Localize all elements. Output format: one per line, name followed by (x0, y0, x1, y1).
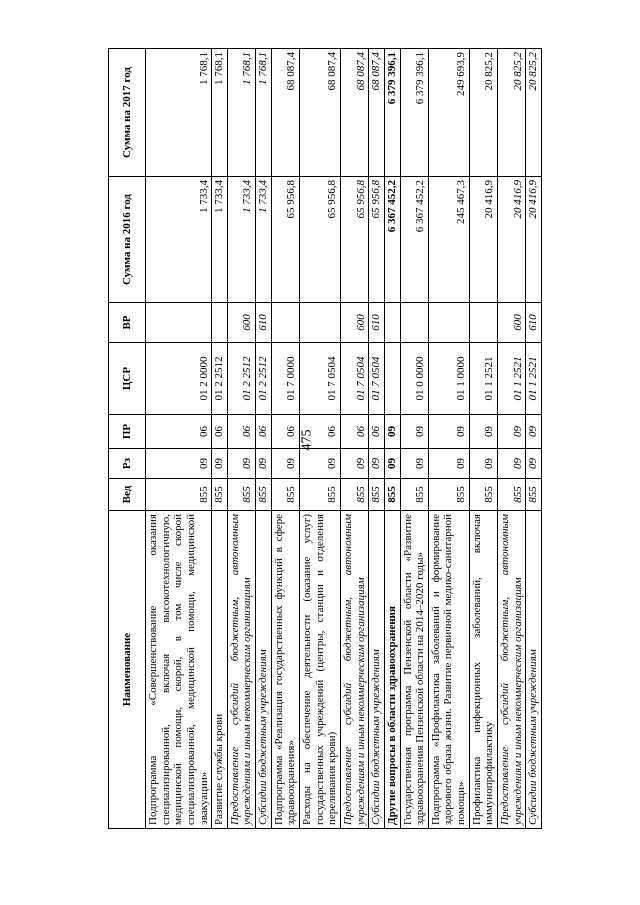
cell-vr (146, 303, 212, 343)
cell-ved: 855 (146, 479, 212, 511)
cell-ved: 855 (340, 479, 368, 511)
cell-s16: 6 367 452,2 (400, 177, 428, 303)
cell-pr: 09 (400, 415, 428, 449)
cell-csr: 01 1 0000 (428, 343, 469, 415)
cell-ved: 855 (469, 479, 497, 511)
cell-name: Субсидии бюджетным учреждениям (256, 511, 272, 829)
cell-rz: 09 (400, 449, 428, 479)
cell-rz: 09 (227, 449, 255, 479)
table-row (369, 49, 385, 829)
cell-name: Государственная программа Пензенской области «Развитие здравоохранения Пензенской области на 2014–2020 годы» (400, 511, 428, 829)
cell-pr: 06 (256, 415, 272, 449)
cell-pr: 09 (526, 415, 542, 449)
header-name: Наименование (109, 511, 146, 829)
cell-csr: 01 7 0504 (300, 343, 341, 415)
cell-name: Предоставление субсидий бюджетным, автономным учреждениям и иным некоммерческим организациям (227, 511, 255, 829)
cell-s16: 20 416,9 (498, 177, 526, 303)
header-rz: Рз (109, 449, 146, 479)
cell-ved: 855 (498, 479, 526, 511)
cell-csr: 01 7 0504 (340, 343, 368, 415)
cell-pr: 09 (428, 415, 469, 449)
cell-s16: 1 733,4 (256, 177, 272, 303)
cell-rz: 09 (271, 449, 299, 479)
cell-s17: 20 825,2 (469, 49, 497, 177)
cell-rz: 09 (146, 449, 212, 479)
cell-s16: 1 733,4 (212, 177, 228, 303)
cell-s16: 245 467,3 (428, 177, 469, 303)
cell-s17: 68 087,4 (300, 49, 341, 177)
cell-vr: 600 (340, 303, 368, 343)
cell-ved: 855 (271, 479, 299, 511)
header-vr: ВР (109, 303, 146, 343)
cell-ved: 855 (227, 479, 255, 511)
cell-name: Субсидии бюджетным учреждениям (369, 511, 385, 829)
table-header-row (109, 49, 146, 829)
cell-s16: 65 956,8 (340, 177, 368, 303)
header-ved: Вед (109, 479, 146, 511)
cell-rz: 09 (369, 449, 385, 479)
cell-csr: 01 0 0000 (400, 343, 428, 415)
cell-pr: 06 (300, 415, 341, 449)
cell-s16: 65 956,8 (369, 177, 385, 303)
cell-s17: 1 768,1 (256, 49, 272, 177)
cell-rz: 09 (469, 449, 497, 479)
cell-ved: 855 (384, 479, 400, 511)
table-row (526, 49, 542, 829)
cell-s17: 249 693,9 (428, 49, 469, 177)
cell-vr (384, 303, 400, 343)
cell-ved: 855 (428, 479, 469, 511)
cell-csr: 01 1 2521 (498, 343, 526, 415)
cell-rz: 09 (526, 449, 542, 479)
cell-s16: 65 956,8 (271, 177, 299, 303)
cell-name: Расходы на обеспечение деятельности (оказание услуг) государственных учреждений (центры, станции и отделения переливания крови) (300, 511, 341, 829)
cell-csr: 01 1 2521 (469, 343, 497, 415)
cell-name: Подпрограмма «Реализация государственных функций в сфере здравоохранения» (271, 511, 299, 829)
cell-vr (300, 303, 341, 343)
cell-csr: 01 7 0000 (271, 343, 299, 415)
table-row (227, 49, 255, 829)
table-row (469, 49, 497, 829)
header-pr: ПР (109, 415, 146, 449)
cell-pr: 09 (498, 415, 526, 449)
cell-csr: 01 7 0504 (369, 343, 385, 415)
budget-table-rotated (108, 49, 540, 829)
table-row (428, 49, 469, 829)
cell-ved: 855 (300, 479, 341, 511)
cell-rz: 09 (428, 449, 469, 479)
cell-s16: 1 733,4 (146, 177, 212, 303)
cell-rz: 09 (384, 449, 400, 479)
cell-vr: 610 (369, 303, 385, 343)
budget-table (108, 48, 542, 829)
cell-pr: 09 (469, 415, 497, 449)
cell-pr: 06 (212, 415, 228, 449)
cell-s16: 20 416,9 (469, 177, 497, 303)
cell-s17: 6 379 396,1 (400, 49, 428, 177)
cell-s17: 20 825,2 (498, 49, 526, 177)
cell-csr (384, 343, 400, 415)
cell-name: Подпрограмма «Совершенствование оказания специализированной, включая высокотехнологичную, медицинской помощи, скорой, в том числе скорой специализированной, медицинской помощи, медицинской эвакуации» (146, 511, 212, 829)
cell-s16: 6 367 452,2 (384, 177, 400, 303)
cell-pr: 06 (369, 415, 385, 449)
cell-name: Субсидии бюджетным учреждениям (526, 511, 542, 829)
cell-name: Подпрограмма «Профилактика заболеваний и формирование здорового образа жизни. Развитие первичной медико-санитарной помощи» (428, 511, 469, 829)
cell-s16: 65 956,8 (300, 177, 341, 303)
cell-s17: 1 768,1 (212, 49, 228, 177)
cell-pr: 06 (271, 415, 299, 449)
table-row (340, 49, 368, 829)
cell-pr: 06 (340, 415, 368, 449)
cell-vr (400, 303, 428, 343)
cell-s17: 68 087,4 (271, 49, 299, 177)
header-sum-2016: Сумма на 2016 год (109, 177, 146, 303)
cell-rz: 09 (300, 449, 341, 479)
cell-ved: 855 (212, 479, 228, 511)
cell-rz: 09 (340, 449, 368, 479)
cell-ved: 855 (526, 479, 542, 511)
cell-rz: 09 (212, 449, 228, 479)
cell-s16: 20 416,9 (526, 177, 542, 303)
cell-vr: 610 (256, 303, 272, 343)
cell-name: Другие вопросы в области здравоохранения (384, 511, 400, 829)
table-row (498, 49, 526, 829)
cell-s17: 1 768,1 (146, 49, 212, 177)
cell-ved: 855 (369, 479, 385, 511)
table-row (212, 49, 228, 829)
cell-s17: 20 825,2 (526, 49, 542, 177)
header-sum-2017: Сумма на 2017 год (109, 49, 146, 177)
cell-name: Предоставление субсидий бюджетным, автономным учреждениям и иным некоммерческим организациям (340, 511, 368, 829)
table-body (146, 49, 542, 829)
cell-rz: 09 (256, 449, 272, 479)
cell-s16: 1 733,4 (227, 177, 255, 303)
table-row (146, 49, 212, 829)
cell-csr: 01 2 0000 (146, 343, 212, 415)
cell-csr: 01 2 2512 (212, 343, 228, 415)
cell-vr (212, 303, 228, 343)
table-row (300, 49, 341, 829)
table-row (256, 49, 272, 829)
cell-name: Предоставление субсидий бюджетным, автономным учреждениям и иным некоммерческим организациям (498, 511, 526, 829)
header-csr: ЦСР (109, 343, 146, 415)
cell-vr (271, 303, 299, 343)
cell-ved: 855 (256, 479, 272, 511)
cell-name: Развитие службы крови (212, 511, 228, 829)
cell-pr: 09 (384, 415, 400, 449)
cell-ved: 855 (400, 479, 428, 511)
cell-name: Профилактика инфекционных заболеваний, включая иммунопрофилактику (469, 511, 497, 829)
cell-pr: 06 (146, 415, 212, 449)
cell-s17: 68 087,4 (340, 49, 368, 177)
cell-csr: 01 2 2512 (227, 343, 255, 415)
cell-csr: 01 2 2512 (256, 343, 272, 415)
cell-vr: 610 (526, 303, 542, 343)
table-row (384, 49, 400, 829)
cell-vr (428, 303, 469, 343)
cell-vr: 600 (227, 303, 255, 343)
table-row (400, 49, 428, 829)
page-number: 475 (299, 429, 315, 451)
cell-pr: 06 (227, 415, 255, 449)
cell-s17: 6 379 396,1 (384, 49, 400, 177)
cell-vr (469, 303, 497, 343)
cell-s17: 1 768,1 (227, 49, 255, 177)
cell-vr: 600 (498, 303, 526, 343)
cell-csr: 01 1 2521 (526, 343, 542, 415)
cell-rz: 09 (498, 449, 526, 479)
table-row (271, 49, 299, 829)
cell-s17: 68 087,4 (369, 49, 385, 177)
